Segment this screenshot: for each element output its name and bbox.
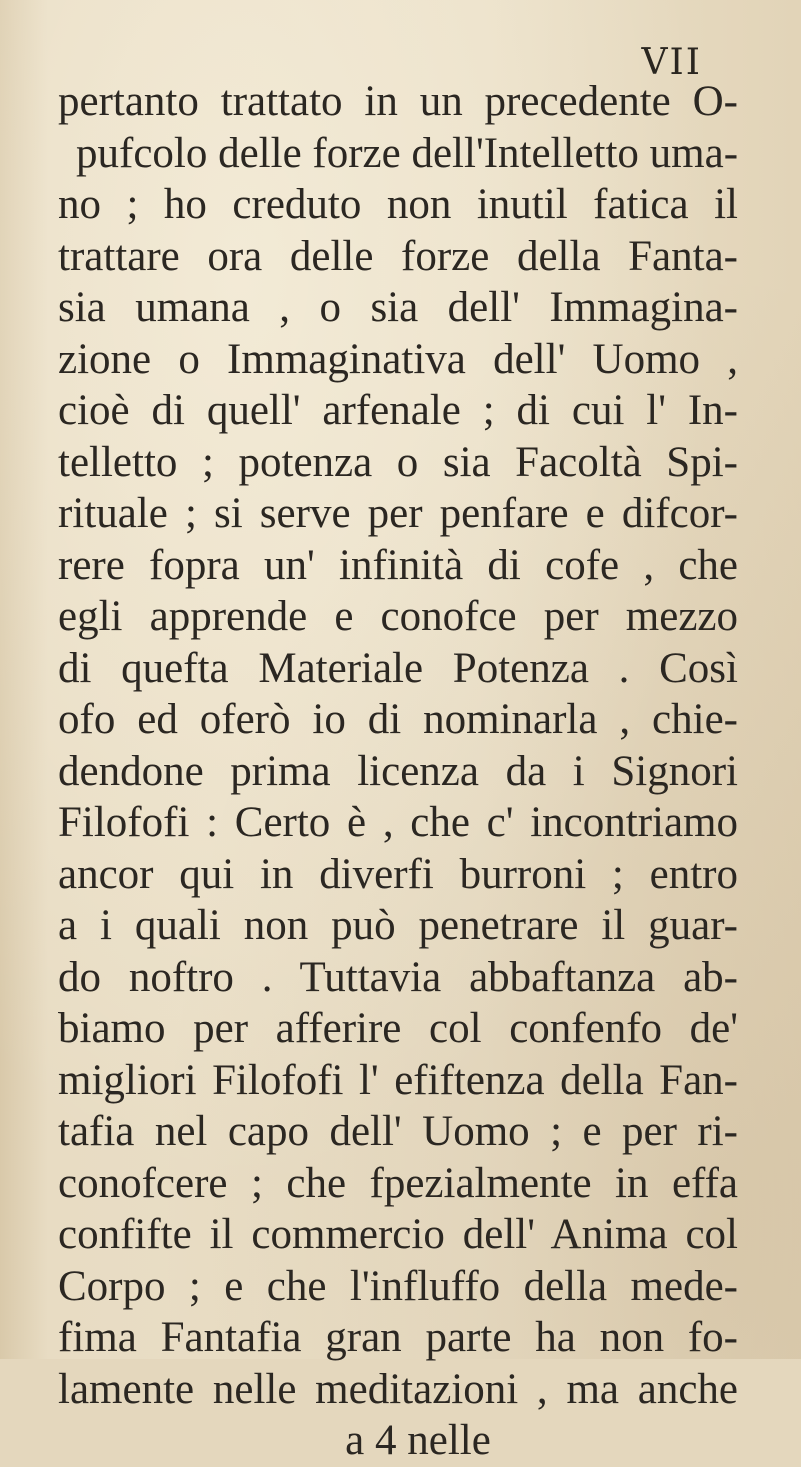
text-line: zione o Immaginativa dell' Uomo , (58, 335, 738, 383)
text-line: Corpo ; e che l'influffo della mede- (58, 1262, 738, 1310)
text-line: rere fopra un' infinità di cofe , che (58, 541, 738, 589)
text-line: no ; ho creduto non inutil fatica il (58, 181, 738, 228)
text-line: do noftro . Tuttavia abbaftanza ab- (58, 953, 738, 1001)
text-line: migliori Filofofi l' efiftenza della Fan- (58, 1056, 738, 1104)
text-line: a i quali non può penetrare il guar- (58, 902, 738, 949)
text-line: telletto ; potenza o sia Facoltà Spi- (58, 438, 738, 486)
text-line: pertanto trattato in un precedente O- (58, 78, 738, 125)
text-line: sia umana , o sia dell' Immagina- (58, 284, 738, 331)
text-line: ancor qui in diverfi burroni ; entro (58, 850, 738, 898)
text-line: confifte il commercio dell' Anima col (58, 1211, 738, 1258)
text-line: pufcolo delle forze dell'Intelletto uma- (76, 129, 739, 177)
text-line: tafia nel capo dell' Uomo ; e per ri- (58, 1108, 738, 1155)
text-line: conofcere ; che fpezialmente in effa (58, 1159, 738, 1207)
text-line: cioè di quell' arfenale ; di cui l' In- (58, 387, 738, 434)
text-line: Filofofi : Certo è , che c' incontriamo (58, 799, 738, 846)
text-line: biamo per afferire col confenfo de' (58, 1005, 738, 1052)
text-line: egli apprende e conofce per mezzo (58, 593, 738, 640)
text-line: ofo ed oferò io di nominarla , chie- (58, 696, 738, 743)
text-line: lamente nelle meditazioni , ma anche (58, 1365, 738, 1413)
text-line: fima Fantafia gran parte ha non fo- (58, 1314, 738, 1361)
body-text (58, 76, 738, 1467)
text-line: di quefta Materiale Potenza . Così (58, 644, 738, 692)
text-line: dendone prima licenza da i Signori (58, 747, 738, 795)
page-folio: VII (641, 42, 702, 83)
signature-catchword-line: a 4 nelle (345, 1417, 491, 1464)
text-line: trattare ora delle forze della Fanta- (58, 232, 738, 280)
text-line: rituale ; si serve per penfare e difcor- (58, 490, 738, 537)
